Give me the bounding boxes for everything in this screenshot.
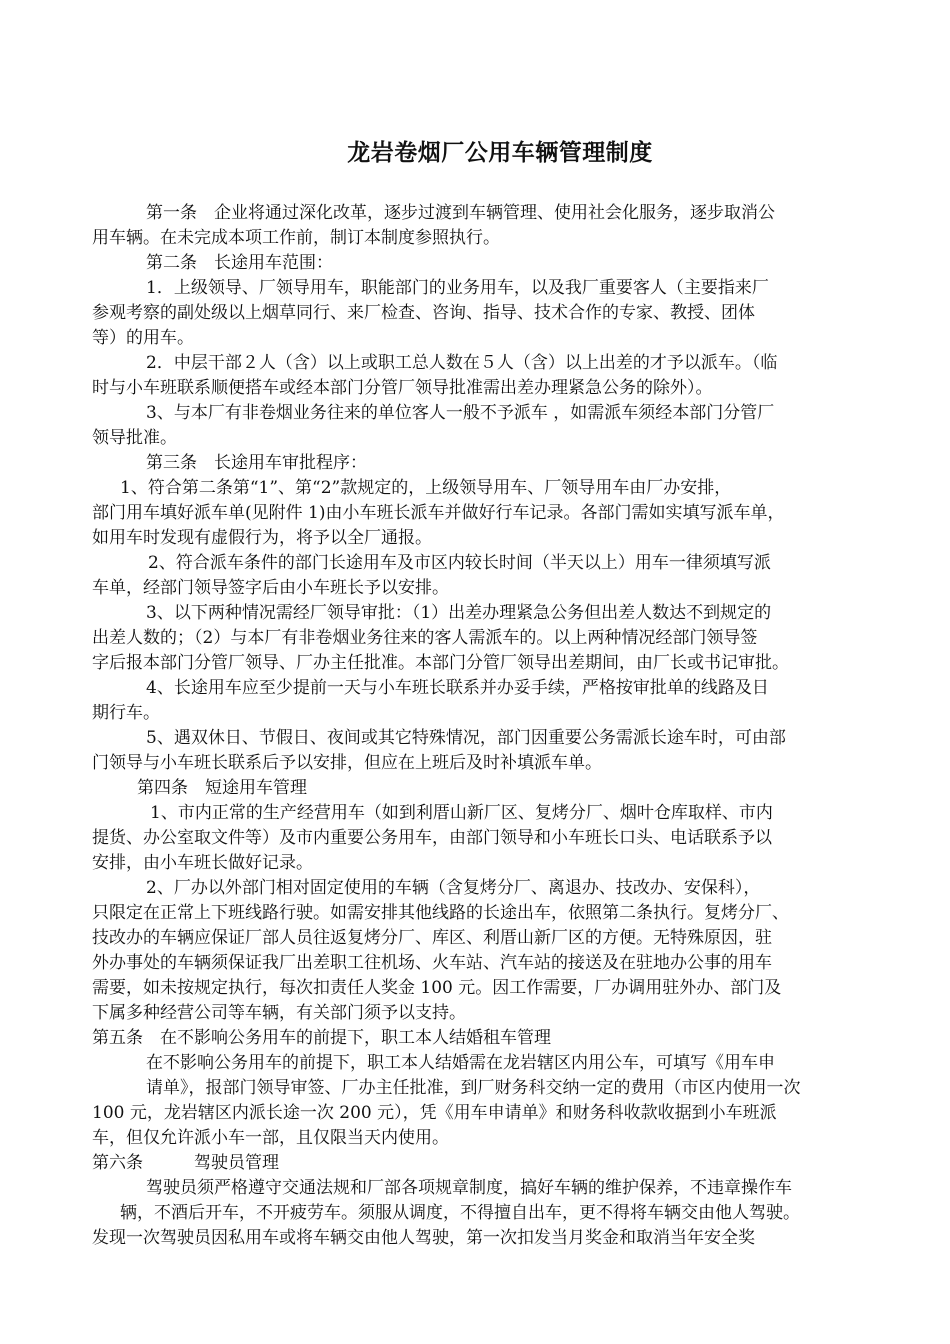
document-line: 外办事处的车辆须保证我厂出差职工往机场、火车站、汽车站的接送及在驻地办公事的用车 [92, 953, 772, 973]
document-line: 需要，如未按规定执行，每次扣责任人奖金 100 元。因工作需要，厂办调用驻外办、部门及 [92, 978, 782, 998]
document-line: 3、以下两种情况需经厂领导审批：（1）出差办理紧急公务但出差人数达不到规定的 [146, 603, 772, 623]
document-line: 第四条 短途用车管理 [137, 778, 307, 798]
document-line: 参观考察的副处级以上烟草同行、来厂检查、咨询、指导、技术合作的专家、教授、团体 [92, 303, 755, 323]
document-line: 4、长途用车应至少提前一天与小车班长联系并办妥手续，严格按审批单的线路及日 [146, 678, 769, 698]
document-line: 时与小车班联系顺便搭车或经本部门分管厂领导批准需出差办理紧急公务的除外）。 [92, 378, 713, 398]
document-line: 安排，由小车班长做好记录。 [92, 853, 313, 873]
document-line: 技改办的车辆应保证厂部人员往返复烤分厂、库区、利厝山新厂区的方便。无特殊原因，驻 [92, 928, 772, 948]
document-line: 用车辆。在未完成本项工作前，制订本制度参照执行。 [92, 228, 500, 248]
document-line: 第一条 企业将通过深化改革，逐步过渡到车辆管理、使用社会化服务，逐步取消公 [146, 203, 775, 223]
document-line: 期行车。 [92, 703, 160, 723]
document-line: 车单，经部门领导签字后由小车班长予以安排。 [92, 578, 449, 598]
document-line: 门领导与小车班长联系后予以安排，但应在上班后及时补填派车单。 [92, 753, 602, 773]
document-line: 2．中层干部２人（含）以上或职工总人数在５人（含）以上出差的才予以派车。（临 [146, 353, 778, 373]
document-line: 2、厂办以外部门相对固定使用的车辆（含复烤分厂、离退办、技改办、安保科）， [146, 878, 761, 898]
document-line: 驾驶员须严格遵守交通法规和厂部各项规章制度，搞好车辆的维护保养，不违章操作车 [146, 1178, 792, 1198]
document-line: 如用车时发现有虚假行为，将予以全厂通报。 [92, 528, 432, 548]
document-title: 龙岩卷烟厂公用车辆管理制度 [347, 140, 653, 166]
document-line: 第三条 长途用车审批程序： [146, 453, 367, 473]
document-line: 1、符合第二条第“1”、第“2”款规定的，上级领导用车、厂领导用车由厂办安排， [120, 478, 732, 498]
document-line: 出差人数的；（2）与本厂有非卷烟业务往来的客人需派车的。以上两种情况经部门领导签 [92, 628, 758, 648]
document-line: 2、符合派车条件的部门长途用车及市区内较长时间（半天以上）用车一律须填写派 [148, 553, 771, 573]
document-line: 下属多种经营公司等车辆，有关部门须予以支持。 [92, 1003, 466, 1023]
document-line: 提货、办公室取文件等）及市内重要公务用车，由部门领导和小车班长口头、电话联系予以 [92, 828, 772, 848]
document-line: 在不影响公务用车的前提下，职工本人结婚需在龙岩辖区内用公车，可填写《用车申 [146, 1053, 775, 1073]
document-line: 只限定在正常上下班线路行驶。如需安排其他线路的长途出车，依照第二条执行。复烤分厂、 [92, 903, 789, 923]
document-line: 等）的用车。 [92, 328, 194, 348]
document-line: 3、与本厂有非卷烟业务往来的单位客人一般不予派车 ，如需派车须经本部门分管厂 [146, 403, 775, 423]
document-line: 字后报本部门分管厂领导、厂办主任批准。本部门分管厂领导出差期间，由厂长或书记审批。 [92, 653, 789, 673]
document-line: 领导批准。 [92, 428, 177, 448]
document-line: 1．上级领导、厂领导用车，职能部门的业务用车，以及我厂重要客人（主要指来厂 [146, 278, 769, 298]
document-line: 辆，不酒后开车，不开疲劳车。须服从调度，不得擅自出车，更不得将车辆交由他人驾驶。 [120, 1203, 800, 1223]
document-line: 5、遇双休日、节假日、夜间或其它特殊情况，部门因重要公务需派长途车时，可由部 [146, 728, 786, 748]
document-line: 1、市内正常的生产经营用车（如到利厝山新厂区、复烤分厂、烟叶仓库取样、市内 [150, 803, 773, 823]
document-line: 100 元，龙岩辖区内派长途一次 200 元），凭《用车申请单》和财务科收款收据到小车班派 [92, 1103, 777, 1123]
document-line: 发现一次驾驶员因私用车或将车辆交由他人驾驶，第一次扣发当月奖金和取消当年安全奖 [92, 1228, 755, 1248]
document-line: 第二条 长途用车范围： [146, 253, 333, 273]
document-line: 车，但仅允许派小车一部，且仅限当天内使用。 [92, 1128, 449, 1148]
document-line: 部门用车填好派车单(见附件 1)由小车班长派车并做好行车记录。各部门需如实填写派车单， [92, 503, 785, 523]
document-line: 第五条 在不影响公务用车的前提下，职工本人结婚租车管理 [92, 1028, 551, 1048]
document-line: 请单》，报部门领导审签、厂办主任批准，到厂财务科交纳一定的费用（市区内使用一次 [146, 1078, 801, 1098]
document-line: 第六条 驾驶员管理 [92, 1153, 279, 1173]
